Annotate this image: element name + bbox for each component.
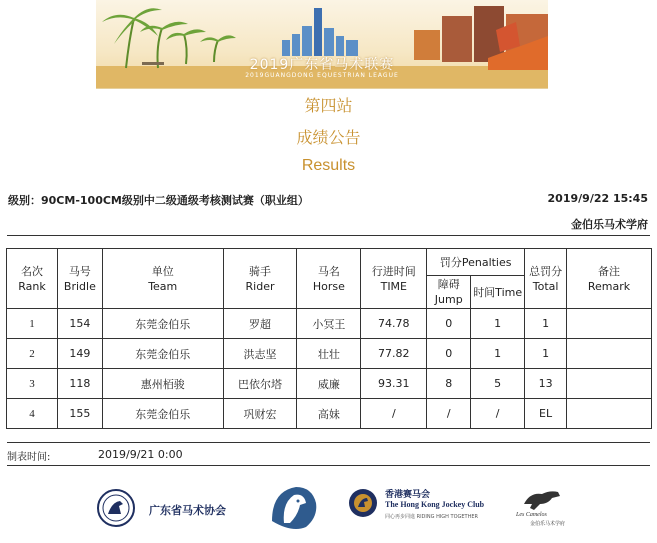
divider (7, 465, 650, 466)
cell-rank: 2 (7, 339, 58, 369)
results-title: Results (301, 157, 356, 174)
header-jump: 障碍 Jump (427, 276, 471, 309)
cell-horse: 威廉 (297, 369, 361, 399)
hkjc-name-cn: 香港赛马会 (385, 490, 431, 500)
hkjc-slogan: 同心再步同進 RIDING HIGH TOGETHER (385, 514, 478, 520)
cell-rank: 4 (7, 399, 58, 429)
prepared-label: 制表时间: (7, 452, 51, 463)
results-table (6, 248, 652, 429)
header-horse: 马名 Horse (297, 249, 361, 309)
cell-bridle: 118 (57, 369, 102, 399)
cell-time-penalty: 1 (471, 339, 525, 369)
class-level: 级别：90CM-100CM级别中二级通级考核测试赛（职业组） (8, 194, 309, 207)
hkjc-emblem-icon (348, 488, 378, 518)
cell-remark (567, 369, 652, 399)
cell-time: 74.78 (361, 309, 427, 339)
cell-rider: 巴依尔塔 (223, 369, 297, 399)
stage-title: 第四站 (304, 96, 353, 115)
header-banner (96, 0, 548, 89)
table-row (7, 309, 652, 339)
cell-total: 1 (525, 309, 567, 339)
cell-total: 13 (525, 369, 567, 399)
header-rider: 骑手 Rider (223, 249, 297, 309)
prepared-time: 2019/9/21 0:00 (98, 448, 183, 461)
hkjc-name-en: The Hong Kong Jockey Club (385, 500, 485, 509)
sponsor-footer (0, 478, 657, 538)
header-time-penalty: 时间Time (471, 276, 525, 309)
venue-name: 金伯乐马术学府 (571, 218, 648, 231)
cell-remark (567, 399, 652, 429)
cell-rider: 罗超 (223, 309, 297, 339)
table-row (7, 399, 652, 429)
cell-total: 1 (525, 339, 567, 369)
cell-team: 东莞金伯乐 (102, 339, 223, 369)
table-row (7, 339, 652, 369)
table-row (7, 369, 652, 399)
banner-title: 2019广东省马术联赛 (249, 57, 395, 73)
cell-horse: 高妹 (297, 399, 361, 429)
cell-team: 东莞金伯乐 (102, 399, 223, 429)
cell-rider: 巩财宏 (223, 399, 297, 429)
cell-jump: 8 (427, 369, 471, 399)
header-remark: 备注 Remark (567, 249, 652, 309)
les-camelos-horse-icon (520, 486, 564, 512)
cell-rider: 洪志坚 (223, 339, 297, 369)
cell-rank: 1 (7, 309, 58, 339)
gdea-emblem-icon (96, 488, 136, 528)
cell-bridle: 149 (57, 339, 102, 369)
cell-remark (567, 339, 652, 369)
cell-jump: 0 (427, 339, 471, 369)
banner-subtitle: 2019GUANGDONG EQUESTRIAN LEAGUE (245, 72, 399, 79)
header-total: 总罚分 Total (525, 249, 567, 309)
cell-remark (567, 309, 652, 339)
cell-bridle: 154 (57, 309, 102, 339)
cell-total: EL (525, 399, 567, 429)
cell-time: 77.82 (361, 339, 427, 369)
gdea-name: 广东省马术协会 (149, 504, 226, 517)
divider (7, 235, 650, 236)
cell-team: 东莞金伯乐 (102, 309, 223, 339)
publish-datetime: 2019/9/22 15:45 (547, 192, 648, 205)
header-rank: 名次 Rank (7, 249, 58, 309)
cell-time-penalty: 1 (471, 309, 525, 339)
horse-head-logo-icon (266, 481, 322, 533)
header-team: 单位 Team (102, 249, 223, 309)
cell-bridle: 155 (57, 399, 102, 429)
cell-jump: 0 (427, 309, 471, 339)
les-camelos-name: Les Camelos (516, 512, 547, 518)
header-bridle: 马号 Bridle (57, 249, 102, 309)
cell-time-penalty: 5 (471, 369, 525, 399)
cell-time: / (361, 399, 427, 429)
cell-team: 惠州栢骏 (102, 369, 223, 399)
cell-horse: 壮壮 (297, 339, 361, 369)
les-camelos-cn: 金伯乐马术学府 (530, 521, 566, 527)
cell-horse: 小冥王 (297, 309, 361, 339)
cell-time-penalty: / (471, 399, 525, 429)
header-penalties: 罚分Penalties (427, 249, 525, 276)
cell-rank: 3 (7, 369, 58, 399)
cell-time: 93.31 (361, 369, 427, 399)
divider (7, 442, 650, 443)
header-time: 行进时间 TIME (361, 249, 427, 309)
notice-title: 成绩公告 (296, 128, 361, 147)
cell-jump: / (427, 399, 471, 429)
